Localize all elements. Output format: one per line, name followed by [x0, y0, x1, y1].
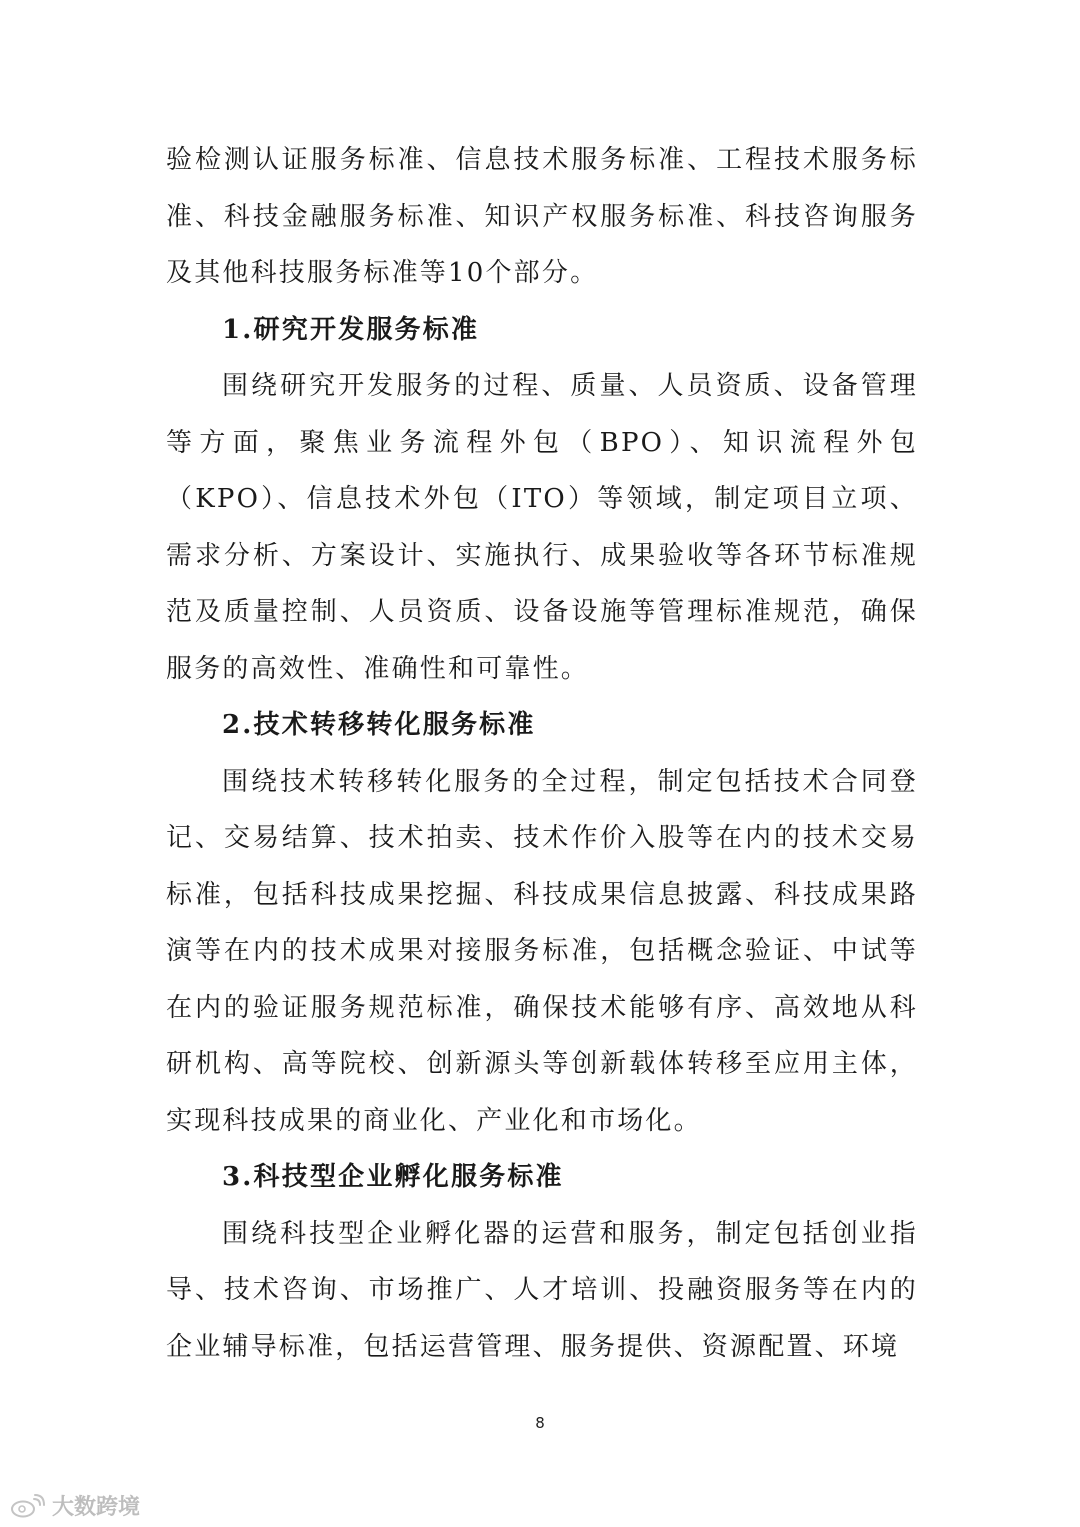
paragraph: 围绕科技型企业孵化器的运营和服务，制定包括创业指导、技术咨询、市场推广、人才培训、投融资服务等在内的企业辅导标准，包括运营管理、服务提供、资源配置、环境: [166, 1218, 918, 1362]
page-number: 8: [535, 1414, 545, 1432]
section-heading: 3.科技型企业孵化服务标准: [222, 1162, 564, 1192]
section-heading: 2.技术转移转化服务标准: [222, 710, 536, 740]
watermark: [10, 1490, 140, 1521]
paragraph: 围绕研究开发服务的过程、质量、人员资质、设备管理等方面，聚焦业务流程外包（BPO）、知识流程外包（KPO）、信息技术外包（ITO）等领域，制定项目立项、需求分析、方案设计、实施执行、成果验收等各环节标准规范及质量控制、人员资质、设备设施等管理标准规范，确保服务的高效性、准确性和可靠性。: [166, 371, 918, 684]
document-body: [166, 132, 918, 1375]
watermark-text: 大数跨境: [52, 1495, 141, 1520]
section-heading: 1.研究开发服务标准: [222, 314, 480, 345]
paragraph: 围绕技术转移转化服务的全过程，制定包括技术合同登记、交易结算、技术拍卖、技术作价入股等在内的技术交易标准，包括科技成果挖掘、科技成果信息披露、科技成果路演等在内的技术成果对接服务标准，包括概念验证、中试等在内的验证服务规范标准，确保技术能够有序、高效地从科研机构、高等院校、创新源头等创新载体转移至应用主体，实现科技成果的商业化、产业化和市场化。: [166, 766, 918, 1136]
weibo-logo-icon: [10, 1494, 46, 1518]
paragraph: 验检测认证服务标准、信息技术服务标准、工程技术服务标准、科技金融服务标准、知识产权服务标准、科技咨询服务及其他科技服务标准等10个部分。: [166, 145, 918, 288]
